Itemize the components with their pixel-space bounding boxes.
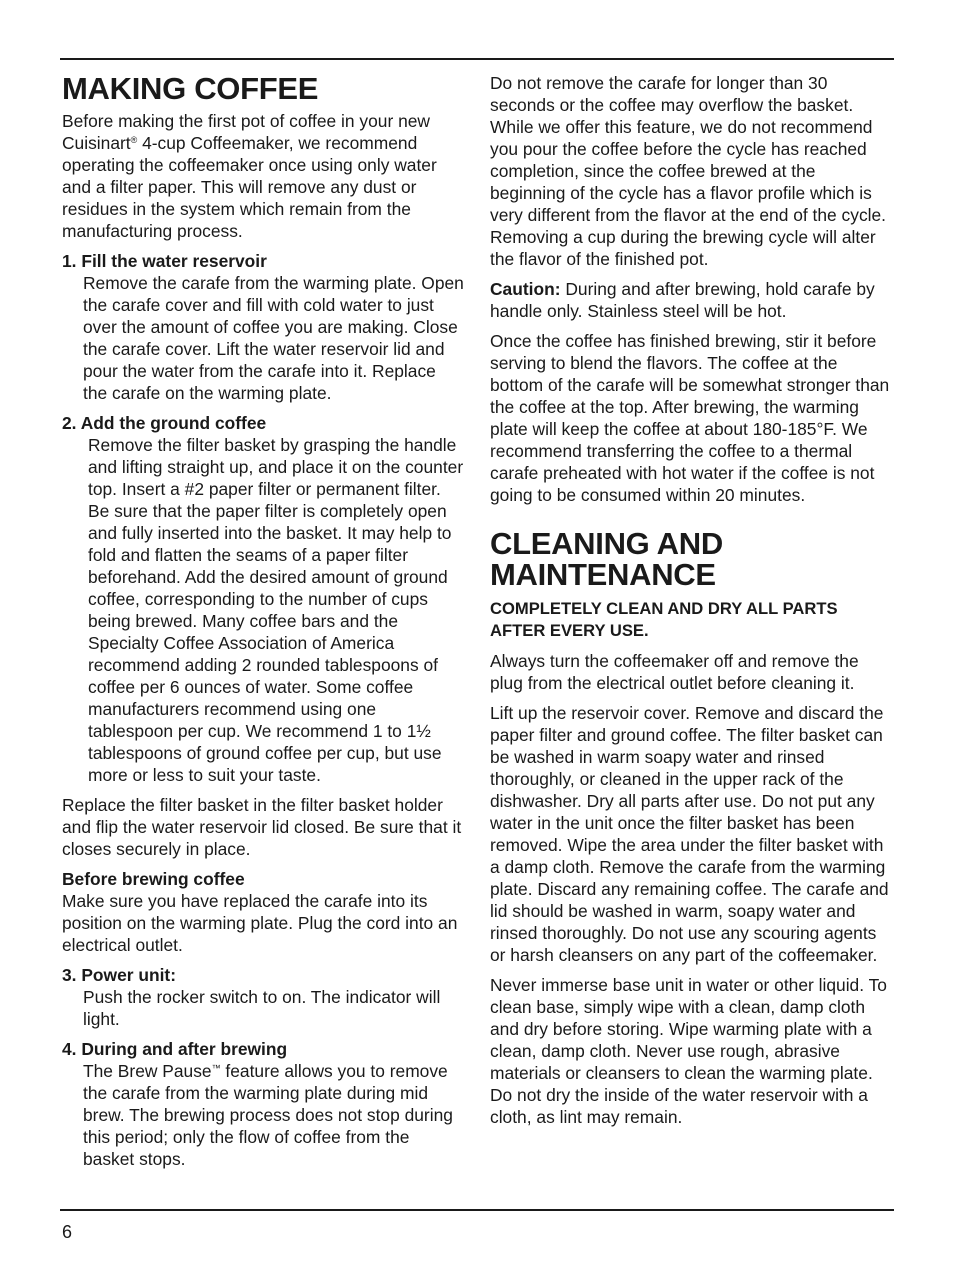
registered-mark: ® xyxy=(130,135,138,145)
step-2-body xyxy=(62,434,464,786)
section-title-making-coffee: MAKING COFFEE xyxy=(62,71,319,106)
left-column xyxy=(62,70,464,1170)
section-title-cleaning xyxy=(490,528,894,590)
page-number: 6 xyxy=(62,1222,73,1242)
cleaning-paragraph-1: Always turn the coffeemaker off and remove the plug from the electrical outlet before cleaning it. xyxy=(490,651,859,693)
brand-name: Cuisinart xyxy=(62,133,131,153)
top-rule xyxy=(60,58,894,60)
step-2-heading: 2. Add the ground coffee xyxy=(62,413,267,433)
before-brewing-section xyxy=(62,868,464,956)
cleaning-title-line-2: MAINTENANCE xyxy=(490,557,716,592)
caution-text: During and after brewing, hold carafe by handle only. Stainless steel will be hot. xyxy=(490,279,875,321)
cleaning-paragraph-3: Never immerse base unit in water or other liquid. To clean base, simply wipe with a clean, damp cloth and dry before storing. Wipe warming plate with a clean, damp cloth. Never use rough, abrasive materials or cleansers to clean the warming plate. Do not dry the inside of the water reservoir with a cloth, as lint may remain. xyxy=(490,975,887,1127)
intro-text-1: Before making the first pot of coffee in your new xyxy=(62,111,430,131)
before-brewing-body: Make sure you have replaced the carafe into its position on the warming plate. Plug the cord into an electrical outlet. xyxy=(62,891,458,955)
step-1-body: Remove the carafe from the warming plate. Open the carafe cover and fill with cold water to just over the amount of coffee you are making. Close the carafe cover. Lift the water reservoir lid and pour the water from the carafe into it. Replace the carafe on the warming plate. xyxy=(83,273,464,403)
finished-brewing-paragraph: Once the coffee has finished brewing, stir it before serving to blend the flavors. The coffee at the bottom of the carafe will be somewhat stronger than the coffee at the top. After brewing, the warming plate will keep the coffee at about 180-185°F. We recommend transferring the coffee to a thermal carafe preheated with hot water if the coffee is not going to be consumed within 20 minutes. xyxy=(490,331,890,505)
step-4-text-a: The Brew Pause xyxy=(83,1061,212,1081)
replace-basket-paragraph: Replace the filter basket in the filter basket holder and flip the water reservoir lid closed. Be sure that it closes securely in place. xyxy=(62,795,462,859)
step-4-body xyxy=(62,1060,464,1170)
step-1-heading: 1. Fill the water reservoir xyxy=(62,251,267,271)
fraction-one-and-half: 1½ xyxy=(406,721,431,741)
intro-paragraph xyxy=(62,110,464,242)
carafe-removal-paragraph: Do not remove the carafe for longer than 30 seconds or the coffee may overflow the basket. While we offer this feature, we do not recommend you pour the coffee before the cycle has reached completion, since the coffee brewed at the beginning of the cycle has a flavor profile which is very different from the flavor at the end of the cycle. Removing a cup during the brewing cycle will alter the flavor of the finished pot. xyxy=(490,73,887,269)
cleaning-title-line-1: CLEANING AND xyxy=(490,526,723,561)
right-column xyxy=(490,72,894,1128)
caution-paragraph xyxy=(490,278,894,322)
intro-text-2: 4-cup Coffeemaker, we recommend operating the coffeemaker once using only water and a filter paper. This will remove any dust or residues in the system which remain from the manufacturing process. xyxy=(62,133,437,241)
step-4-text-b: feature allows you to remove the carafe from the warming plate during mid brew. The brewing process does not stop during this period; only the flow of coffee from the basket stops. xyxy=(83,1061,453,1169)
step-4-heading: 4. During and after brewing xyxy=(62,1039,288,1059)
before-brewing-heading: Before brewing coffee xyxy=(62,869,245,889)
step-2-text-a: Remove the filter basket by grasping the handle and lifting straight up, and place it on the counter top. Insert a #2 paper filter or permanent filter. Be sure that the paper filter is completely open and fully inserted into the basket. It may help to fold and flatten the seams of a paper filter beforehand. Add the desired amount of ground coffee, corresponding to the number of cups being brewed. Many coffee bars and the Specialty Coffee Association of America recommend adding 2 rounded tablespoons of coffee per 6 ounces of water. Some coffee manufacturers recommend using one tablespoon per cup. We recommend 1 to xyxy=(88,435,464,741)
cleaning-subheading: COMPLETELY CLEAN AND DRY ALL PARTS AFTER EVERY USE. xyxy=(490,599,838,640)
bottom-rule xyxy=(60,1209,894,1211)
cleaning-paragraph-2: Lift up the reservoir cover. Remove and discard the paper filter and ground coffee. The filter basket can be washed in warm soapy water and rinsed thoroughly, or cleaned in the upper rack of the dishwasher. Dry all parts after use. Do not put any water in the unit once the filter basket has been removed. Wipe the area under the filter basket with a damp cloth. Remove the carafe from the warming plate. Discard any remaining coffee. The carafe and lid should be washed in warm, soapy water and rinsed thoroughly. Do not use any scouring agents or harsh cleansers on any part of the coffeemaker. xyxy=(490,703,889,965)
step-1 xyxy=(62,250,464,404)
step-2 xyxy=(62,412,464,786)
step-3-body: Push the rocker switch to on. The indicator will light. xyxy=(83,987,441,1029)
step-2-text-b: tablespoons of ground coffee per cup, but use more or less to suit your taste. xyxy=(88,743,442,785)
trademark-mark: ™ xyxy=(211,1063,221,1073)
step-3-heading: 3. Power unit: xyxy=(62,965,177,985)
step-4 xyxy=(62,1038,464,1170)
caution-label: Caution: xyxy=(490,279,561,299)
step-3 xyxy=(62,964,464,1030)
